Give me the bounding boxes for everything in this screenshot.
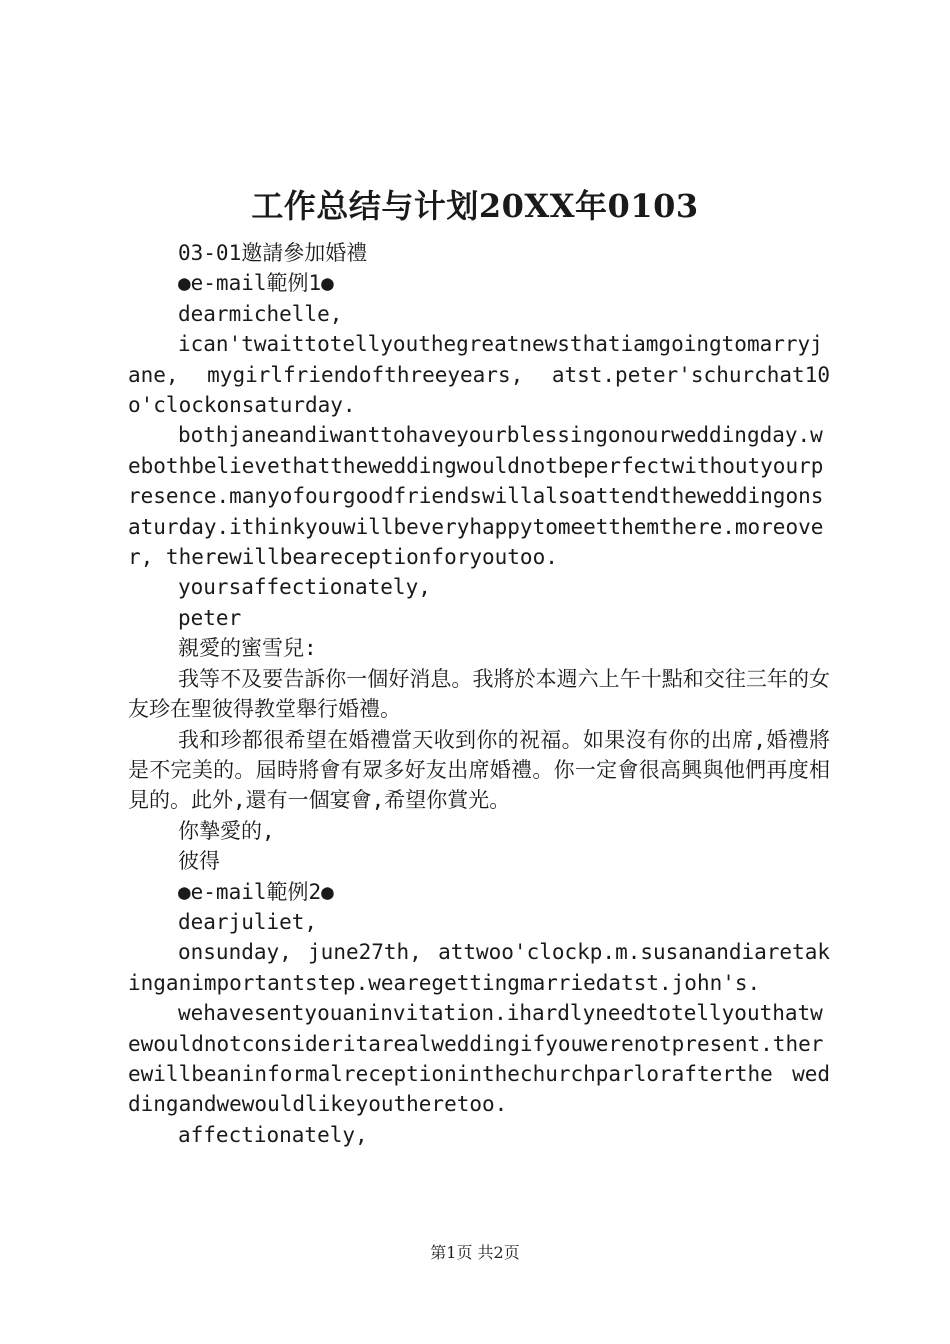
- page-footer: 第1页 共2页: [430, 1243, 520, 1262]
- paragraph-body-zh-1b: 我和珍都很希望在婚禮當天收到你的祝福。如果沒有你的出席,婚禮將是不完美的。屆時將會有眾多好友出席婚禮。你一定會很高興與他們再度相見的。此外,還有一個宴會,希望你賞光。: [128, 727, 830, 813]
- paragraph-body-en-1b: bothjaneandiwanttohaveyourblessingonourweddingday.webothbelievethattheweddingwouldnotbeperfectwithoutyourpresence.manyofourgoodfriendswillalsoattendtheweddingonsaturday.ithinkyouwillbeveryhappytomeetthemthere.moreover, therewillbeareceptionforyoutoo.: [128, 423, 824, 570]
- paragraph-closing-en-2: affectionately,: [178, 1122, 368, 1147]
- paragraph-greeting-en-2: dearjuliet,: [178, 909, 318, 934]
- paragraph-section-heading: 03-01邀請參加婚禮: [178, 241, 368, 265]
- paragraph-body-en-2b: wehavesentyouaninvitation.ihardlyneedtotellyouthatwewouldnotconsideritarealweddingifyouwerenotpresent.therewillbeaninformalreceptioninthechurchparlorafterthe weddingandwewouldlikeyoutheretoo.: [128, 1001, 830, 1117]
- page-title: 工作总结与计划20XX年0103: [251, 187, 699, 225]
- paragraph-signature-zh-1: 彼得: [178, 849, 220, 874]
- document-body: [128, 238, 830, 1150]
- paragraph-signature-en-1: peter: [178, 605, 242, 630]
- paragraph-email-example-2-heading: ●e-mail範例2●: [178, 879, 334, 904]
- paragraph-closing-zh-1: 你摯愛的,: [178, 818, 275, 843]
- paragraph-closing-en-1: yoursaffectionately,: [178, 575, 431, 600]
- paragraph-greeting-zh-1: 親愛的蜜雪兒:: [178, 636, 317, 661]
- paragraph-greeting-en-1: dearmichelle,: [178, 301, 343, 326]
- paragraph-body-en-2a: onsunday, june27th, attwoo'clockp.m.susanandiaretakinganimportantstep.wearegettingmarriedatst.john's.: [128, 940, 830, 995]
- paragraph-body-en-1a: ican'twaittotellyouthegreatnewsthatiamgoingtomarryjane, mygirlfriendofthreeyears, atst.peter'schurchat10o'clockonsaturday.: [128, 332, 830, 418]
- paragraph-body-zh-1a: 我等不及要告訴你一個好消息。我將於本週六上午十點和交往三年的女友珍在聖彼得教堂舉行婚禮。: [128, 666, 830, 722]
- paragraph-email-example-1-heading: ●e-mail範例1●: [178, 271, 334, 296]
